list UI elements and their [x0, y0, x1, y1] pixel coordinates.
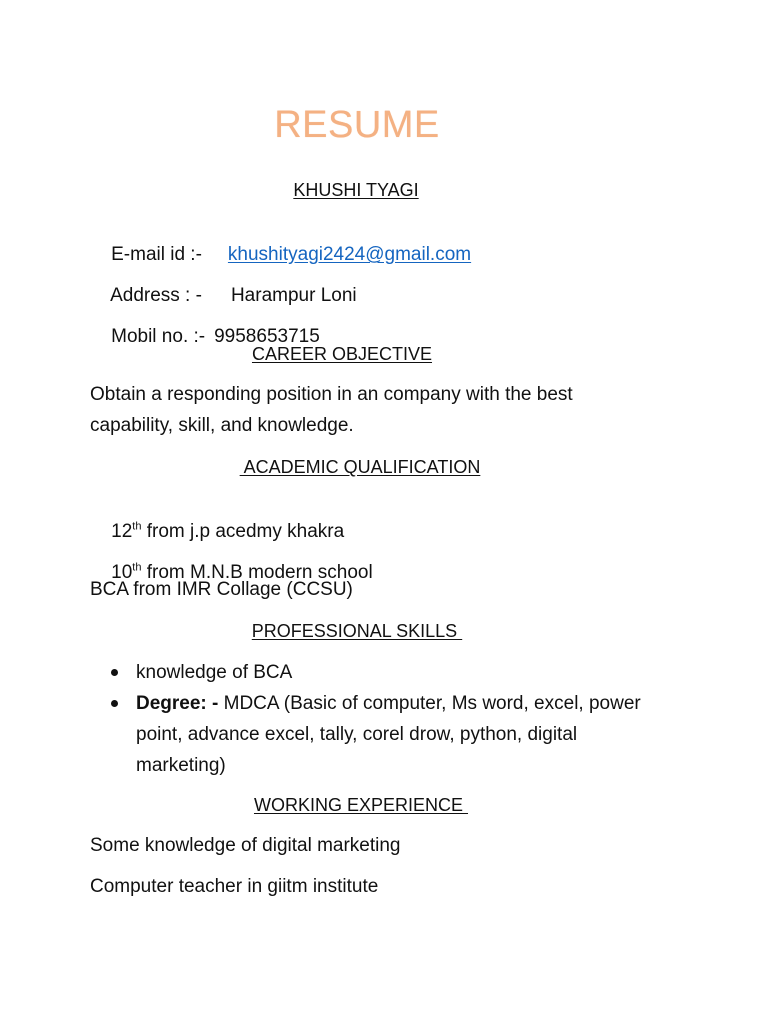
mobile-value: 9958653715 [214, 326, 320, 347]
resume-title: RESUME [274, 104, 440, 146]
career-objective-line-2: capability, skill, and knowledge. [90, 415, 354, 436]
email-label: E-mail id :- [111, 244, 202, 265]
skill-bullet-1 [111, 657, 671, 688]
degree-value: MDCA (Basic of computer, Ms word, excel, power point, advance excel, tally, corel drow, python, digital marketing) [136, 693, 641, 776]
degree-label: Degree: - [136, 693, 219, 714]
address-value: Harampur Loni [230, 285, 357, 306]
experience-heading: WORKING EXPERIENCE [253, 795, 469, 815]
experience-item-1: Some knowledge of digital marketing [90, 835, 401, 856]
academic-item-bca: BCA from IMR Collage (CCSU) [90, 579, 353, 600]
experience-item-2: Computer teacher in giitm institute [90, 876, 379, 897]
bullet-dot [111, 700, 118, 707]
academic-item-12th: 12th from j.p acedmy khakra [111, 520, 345, 542]
address-label: Address : - [110, 285, 202, 306]
mobile-label: Mobil no. :- [111, 326, 206, 347]
candidate-name: KHUSHI TYAGI [293, 180, 419, 200]
career-objective-heading: CAREER OBJECTIVE [251, 344, 433, 364]
email-link[interactable]: khushityagi2424@gmail.com [227, 244, 472, 265]
career-objective-line-1: Obtain a responding position in an company with the best [90, 384, 573, 405]
skill-text [136, 688, 671, 781]
academic-item-10th: 10th from M.N.B modern school [111, 561, 373, 583]
skill-text: knowledge of BCA [136, 662, 293, 683]
bullet-dot [111, 669, 118, 676]
skills-heading: PROFESSIONAL SKILLS [251, 621, 463, 641]
skill-bullet-2 [111, 688, 671, 781]
academic-heading: ACADEMIC QUALIFICATION [239, 457, 481, 477]
